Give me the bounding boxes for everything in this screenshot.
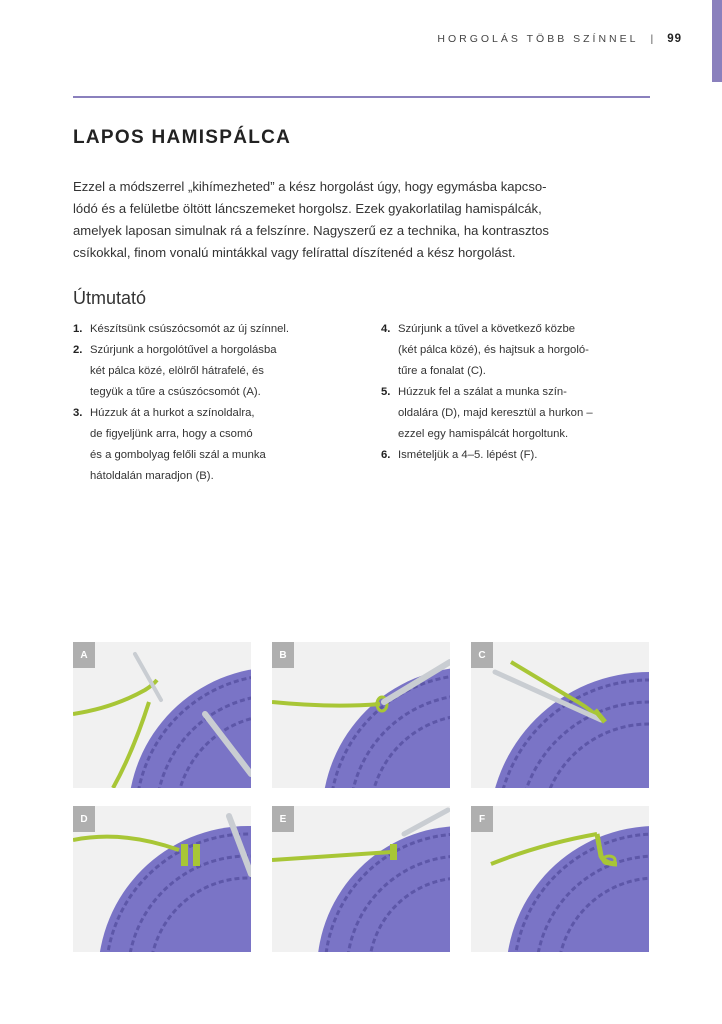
photo-label: E: [272, 806, 294, 832]
step-line: Ismételjük a 4–5. lépést (F).: [398, 449, 538, 461]
step-line: Készítsünk csúszócsomót az új színnel.: [90, 323, 290, 335]
instructions-title: Útmutató: [73, 288, 147, 308]
step-number: 4.: [381, 323, 391, 335]
step-line: Szúrjunk a tűvel a következő közbe: [398, 323, 576, 335]
step-item: [381, 319, 656, 382]
step-line: Húzzuk fel a szálat a munka szín-: [398, 386, 567, 398]
steps-left-column: [73, 319, 373, 487]
step-line: tűre a fonalat (C).: [398, 365, 486, 377]
intro-paragraph: [73, 176, 653, 264]
photo-grid: [73, 642, 650, 952]
running-head: [437, 33, 682, 45]
crochet-photo-f-icon: [471, 806, 649, 952]
step-line: de figyeljünk arra, hogy a csomó: [90, 428, 253, 440]
step-number: 1.: [73, 323, 83, 335]
step-line: két pálca közé, elölről hátrafelé, és: [90, 365, 264, 377]
section-title: HORGOLÁS TÖBB SZÍNNEL: [437, 33, 639, 45]
step-item: [381, 445, 656, 466]
step-item: [73, 340, 373, 403]
header-rule: [73, 96, 650, 98]
step-photo-d: [73, 806, 251, 952]
photo-label: C: [471, 642, 493, 668]
step-line: ezzel egy hamispálcát horgoltunk.: [398, 428, 569, 440]
step-number: 2.: [73, 344, 83, 356]
step-photo-f: [471, 806, 649, 952]
intro-line: csíkokkal, finom vonalú mintákkal vagy felírattal díszítenéd a kész horgolást.: [73, 245, 516, 260]
chapter-tab: [712, 0, 722, 82]
photo-label: D: [73, 806, 95, 832]
crochet-photo-e-icon: [272, 806, 450, 952]
crochet-photo-a-icon: [73, 642, 251, 788]
intro-line: Ezzel a módszerrel „kihímezheted” a kész horgolást úgy, hogy egymásba kapcso-: [73, 179, 547, 194]
header-separator: |: [650, 33, 654, 45]
step-number: 3.: [73, 407, 83, 419]
step-line: hátoldalán maradjon (B).: [90, 470, 214, 482]
step-photo-a: [73, 642, 251, 788]
step-line: Húzzuk át a hurkot a színoldalra,: [90, 407, 255, 419]
step-item: [73, 319, 373, 340]
photo-label: B: [272, 642, 294, 668]
photo-label: A: [73, 642, 95, 668]
step-photo-b: [272, 642, 450, 788]
step-line: oldalára (D), majd keresztül a hurkon –: [398, 407, 593, 419]
intro-line: amelyek laposan simulnak rá a felszínre. Nagyszerű ez a technika, ha kontrasztos: [73, 223, 549, 238]
crochet-photo-d-icon: [73, 806, 251, 952]
step-line: (két pálca közé), és hajtsuk a horgoló-: [398, 344, 589, 356]
page-number: 99: [667, 33, 682, 45]
step-line: és a gombolyag felőli szál a munka: [90, 449, 266, 461]
step-photo-c: [471, 642, 649, 788]
step-item: [381, 382, 656, 445]
photo-label: F: [471, 806, 493, 832]
step-number: 6.: [381, 449, 391, 461]
crochet-photo-b-icon: [272, 642, 450, 788]
step-photo-e: [272, 806, 450, 952]
page-title: LAPOS HAMISPÁLCA: [73, 127, 292, 148]
steps-right-column: [381, 319, 656, 466]
crochet-photo-c-icon: [471, 642, 649, 788]
intro-line: lódó és a felületbe öltött láncszemeket horgolsz. Ezek gyakorlatilag hamispálcák,: [73, 201, 542, 216]
step-item: [73, 403, 373, 487]
step-line: tegyük a tűre a csúszócsomót (A).: [90, 386, 261, 398]
step-number: 5.: [381, 386, 391, 398]
step-line: Szúrjunk a horgolótűvel a horgolásba: [90, 344, 277, 356]
